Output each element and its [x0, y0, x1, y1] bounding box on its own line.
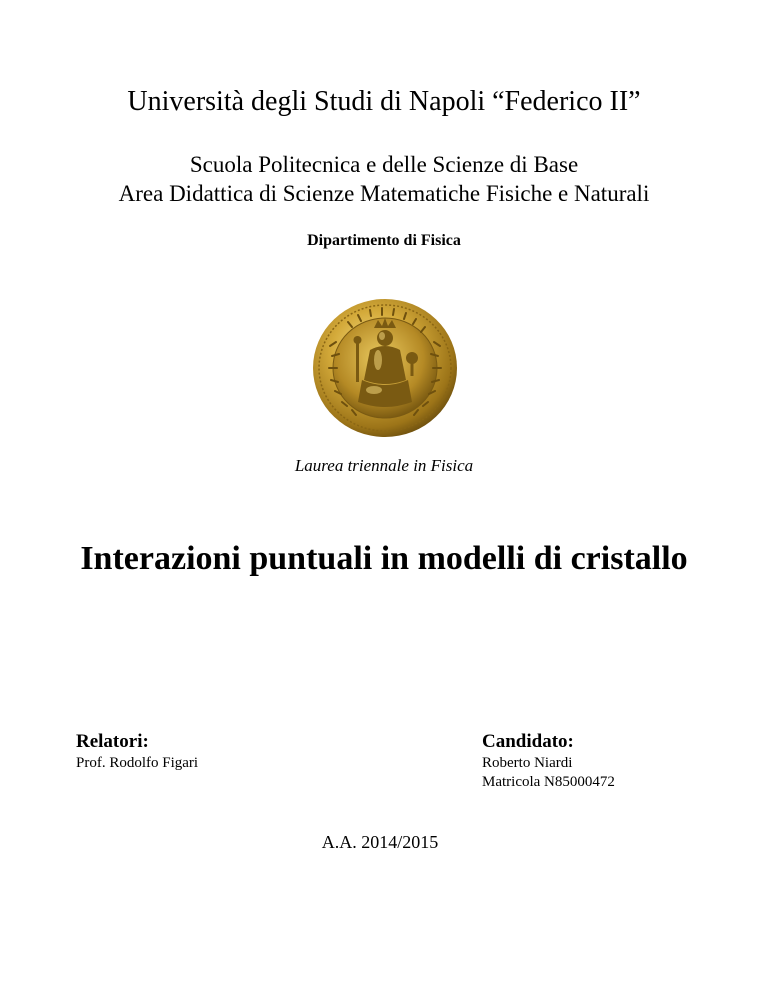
supervisors-label: Relatori: — [76, 731, 149, 752]
candidate-name: Roberto Niardi — [482, 755, 573, 771]
university-name: Università degli Studi di Napoli “Federico II” — [127, 86, 641, 117]
department-name: Dipartimento di Fisica — [307, 232, 461, 249]
area-name: Area Didattica di Scienze Matematiche Fisiche e Naturali — [118, 181, 650, 206]
academic-year: A.A. 2014/2015 — [321, 832, 439, 852]
thesis-title: Interazioni puntuali in modelli di cristallo — [80, 540, 688, 577]
candidate-block — [482, 730, 615, 792]
school-block — [0, 150, 768, 208]
school-name: Scuola Politecnica e delle Scienze di Base — [189, 152, 579, 177]
university-seal-icon — [312, 298, 458, 438]
candidate-label: Candidato: — [482, 731, 574, 752]
degree-course: Laurea triennale in Fisica — [294, 456, 474, 475]
supervisor-name: Prof. Rodolfo Figari — [76, 755, 199, 771]
supervisors-block — [76, 730, 198, 773]
candidate-matricola: Matricola N85000472 — [482, 774, 615, 790]
